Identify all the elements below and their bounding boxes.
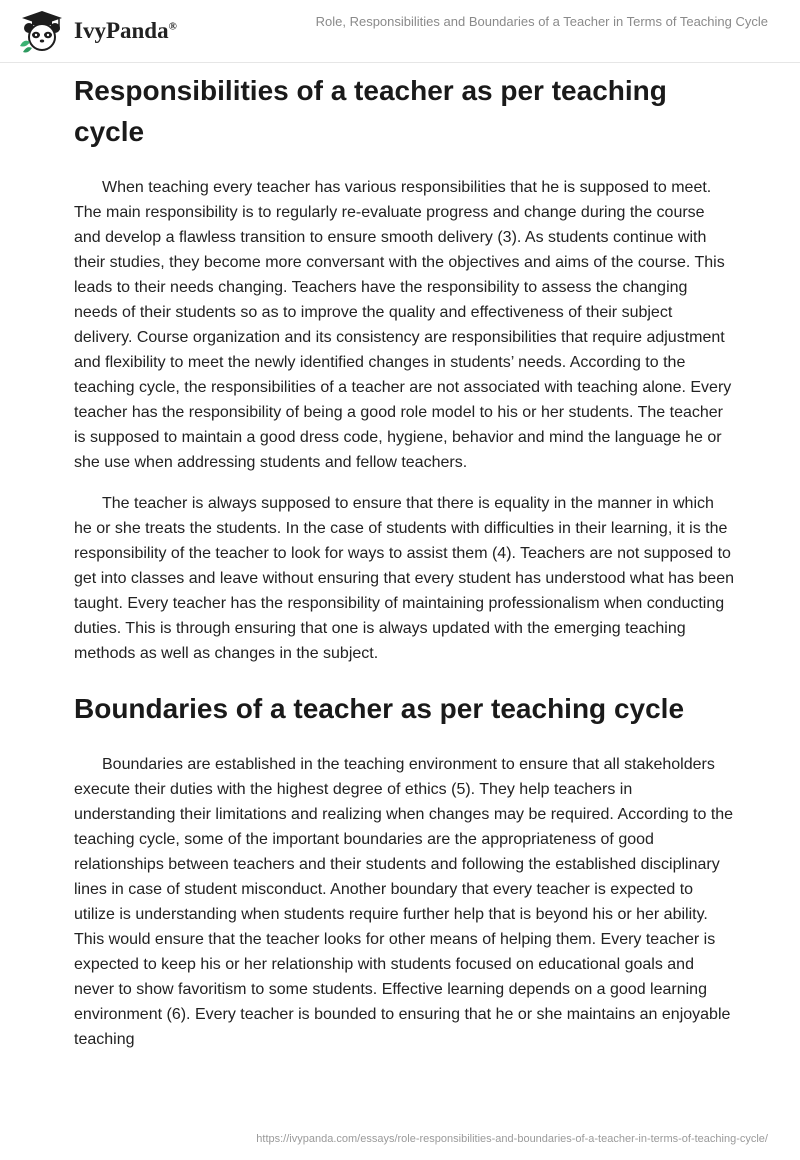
panda-logo-icon [14,8,70,54]
page-header [0,0,800,63]
source-url[interactable]: https://ivypanda.com/essays/role-responsibilities-and-boundaries-of-a-teacher-in-terms-of-teaching-cycle/ [256,1133,768,1145]
paragraph: Boundaries are established in the teaching environment to ensure that all stakeholders execute their duties with the highest degree of ethics (5). They help teachers in understanding their limitations and realizing when changes may be required. According to the teaching cycle, some of the important boundaries are the appropriateness of good relationships between teachers and their students and following the established disciplinary lines in case of student misconduct. Another boundary that every teacher is expected to utilize is understanding when students require further help that is beyond his or her ability. This would ensure that the teacher looks for other means of helping them. Every teacher is expected to keep his or her relationship with students focused on educational goals and never to show favoritism to some students. Effective learning depends on a good learning environment (6). Every teacher is bounded to ensuring that he or she maintains an enjoyable teaching [74,756,734,1048]
brand-name: IvyPanda® [74,18,177,43]
paragraph: The teacher is always supposed to ensure that there is equality in the manner in which he or she treats the students. In the case of students with difficulties in their learning, it is the responsibility of the teacher to look for ways to assist them (4). Teachers are not supposed to get into classes and leave without ensuring that every student has understood what has been taught. Every teacher has the responsibility of maintaining professionalism when conducting duties. This is through ensuring that one is always updated with the emerging teaching methods as well as changes in the subject. [74,495,734,662]
section-heading-boundaries: Boundaries of a teacher as per teaching cycle [74,693,685,724]
logo-link[interactable] [14,8,177,54]
article-content [74,70,734,1068]
document-title: Role, Responsibilities and Boundaries of a Teacher in Terms of Teaching Cycle [315,14,768,29]
paragraph: When teaching every teacher has various responsibilities that he is supposed to meet. The main responsibility is to regularly re-evaluate progress and change during the course and develop a flawless transition to ensure smooth delivery (3). As students continue with their studies, they become more conversant with the objectives and aims of the course. This leads to their needs changing. Teachers have the responsibility to assess the changing needs of their students so as to improve the quality and effectiveness of their subject delivery. Course organization and its consistency are responsibilities that require adjustment and flexibility to meet the newly identified changes in students’ needs. According to the teaching cycle, the responsibilities of a teacher are not associated with teaching alone. Every teacher has the responsibility of being a good role model to his or her students. The teacher is supposed to maintain a good dress code, hygiene, behavior and mind the language he or she use when addressing students and fellow teachers. [74,179,732,471]
section-heading-responsibilities: Responsibilities of a teacher as per teaching cycle [74,75,667,147]
